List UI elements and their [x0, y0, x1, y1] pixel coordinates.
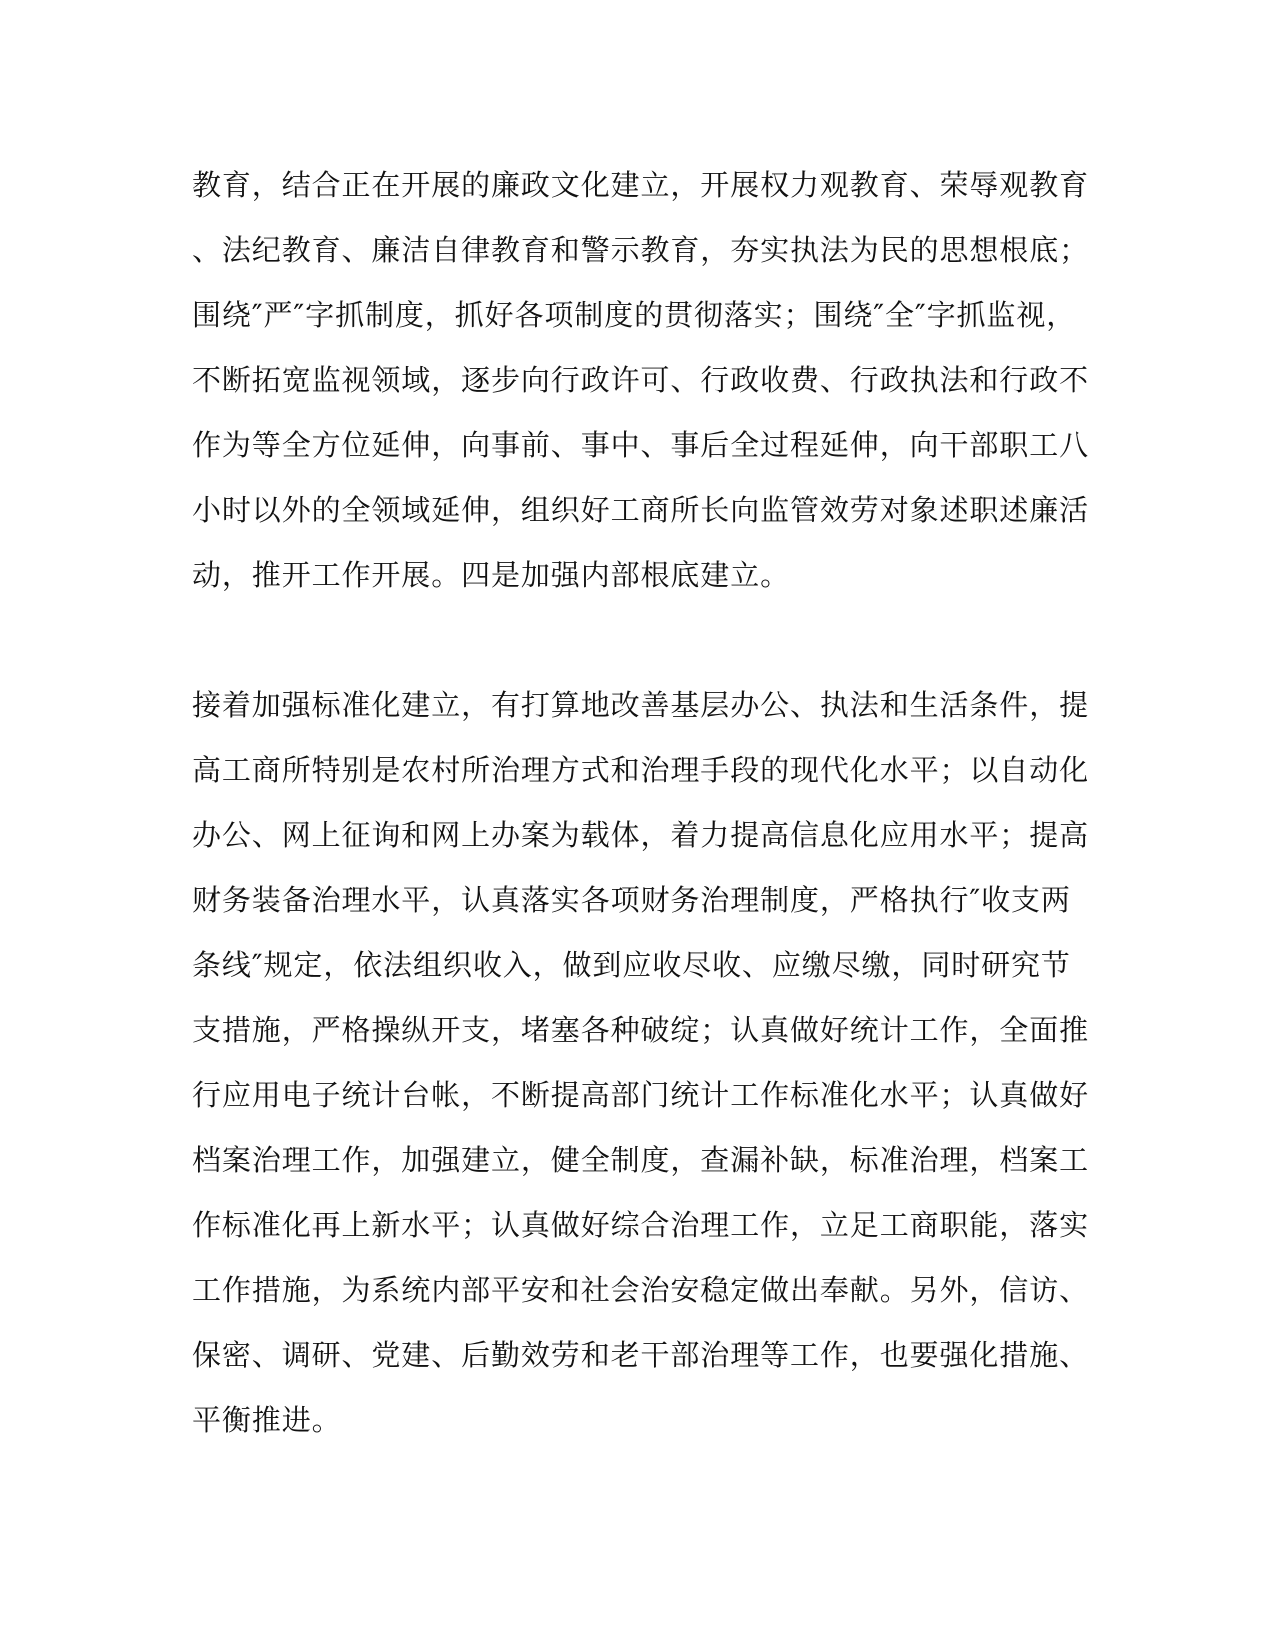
text-line: 保密、调研、党建、后勤效劳和老干部治理等工作，也要强化措施、: [192, 1338, 1090, 1372]
text-line: 围绕″严″字抓制度，抓好各项制度的贯彻落实；围绕″全″字抓监视，: [192, 298, 1077, 332]
text-line: 高工商所特别是农村所治理方式和治理手段的现代化水平；以自动化: [192, 753, 1090, 787]
text-line: 档案治理工作，加强建立，健全制度，查漏补缺，标准治理，档案工: [192, 1143, 1090, 1177]
text-line: 办公、网上征询和网上办案为载体，着力提高信息化应用水平；提高: [192, 818, 1090, 852]
text-line: 条线″规定，依法组织收入，做到应收尽收、应缴尽缴，同时研究节: [192, 948, 1071, 982]
text-line: 支措施，严格操纵开支，堵塞各种破绽；认真做好统计工作，全面推: [192, 1013, 1090, 1047]
text-line: 不断拓宽监视领域，逐步向行政许可、行政收费、行政执法和行政不: [192, 363, 1090, 397]
text-line: 平衡推进。: [192, 1403, 342, 1437]
text-line: 财务装备治理水平，认真落实各项财务治理制度，严格执行″收支两: [192, 883, 1071, 917]
text-line: 动，推开工作开展。四是加强内部根底建立。: [192, 558, 791, 592]
text-line: 作标准化再上新水平；认真做好综合治理工作，立足工商职能，落实: [192, 1208, 1090, 1242]
text-line: 作为等全方位延伸，向事前、事中、事后全过程延伸，向干部职工八: [192, 428, 1090, 462]
paragraph-2: [192, 673, 1090, 1453]
text-line: 接着加强标准化建立，有打算地改善基层办公、执法和生活条件，提: [192, 688, 1090, 722]
text-line: 行应用电子统计台帐，不断提高部门统计工作标准化水平；认真做好: [192, 1078, 1090, 1112]
text-line: 小时以外的全领域延伸，组织好工商所长向监管效劳对象述职述廉活: [192, 493, 1090, 527]
text-line: 工作措施，为系统内部平安和社会治安稳定做出奉献。另外，信访、: [192, 1273, 1090, 1307]
text-line: 、法纪教育、廉洁自律教育和警示教育，夯实执法为民的思想根底；: [192, 233, 1090, 267]
paragraph-1: [192, 153, 1090, 608]
text-line: 教育，结合正在开展的廉政文化建立，开展权力观教育、荣辱观教育: [192, 168, 1090, 202]
